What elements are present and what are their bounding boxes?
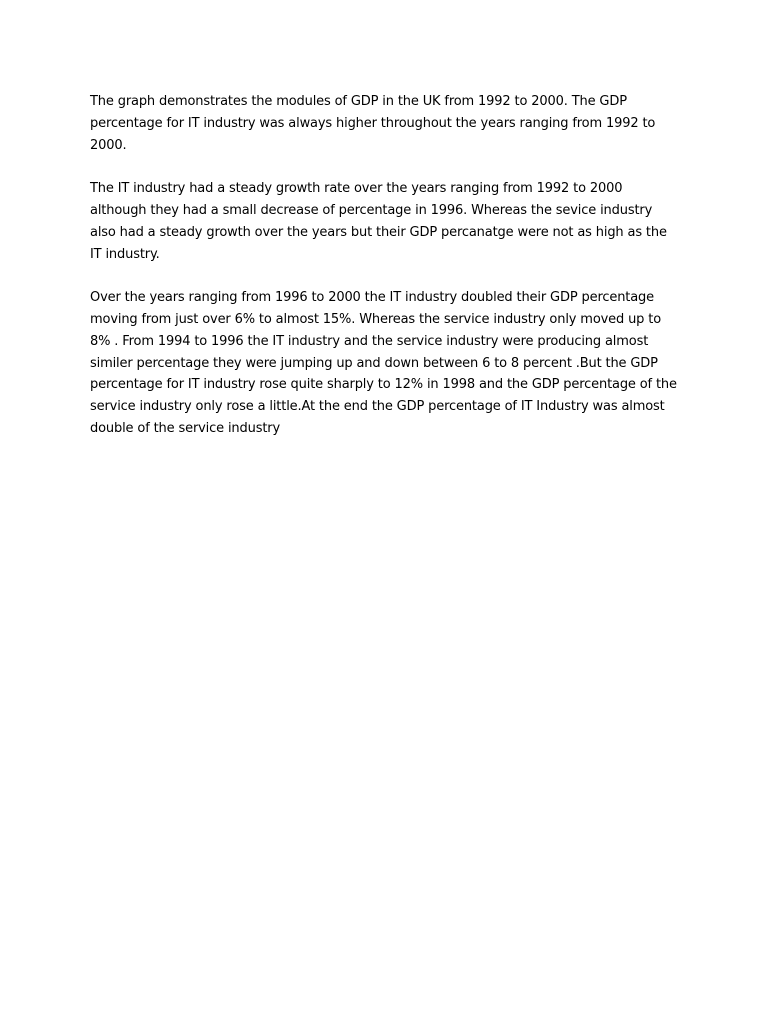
paragraph-1: The graph demonstrates the modules of GDP in the UK from 1992 to 2000. The GDP percentage for IT industry was always higher throughout the years ranging from 1992 to 2000. <box>90 94 656 153</box>
document-body <box>90 91 678 462</box>
paragraph-3: Over the years ranging from 1996 to 2000 the IT industry doubled their GDP percentage moving from just over 6% to almost 15%. Whereas the service industry only moved up to 8% . From 1994 to 1996 the IT industry and the service industry were producing almost similer percentage they were jumping up and down between 6 to 8 percent .But the GDP percentage for IT industry rose quite sharply to 12% in 1998 and the GDP percentage of the service industry only rose a little.At the end the GDP percentage of IT Industry was almost double of the service industry <box>90 290 677 436</box>
paragraph-2: The IT industry had a steady growth rate over the years ranging from 1992 to 2000 although they had a small decrease of percentage in 1996. Whereas the sevice industry also had a steady growth over the years but their GDP percanatge were not as high as the IT industry. <box>90 181 667 262</box>
